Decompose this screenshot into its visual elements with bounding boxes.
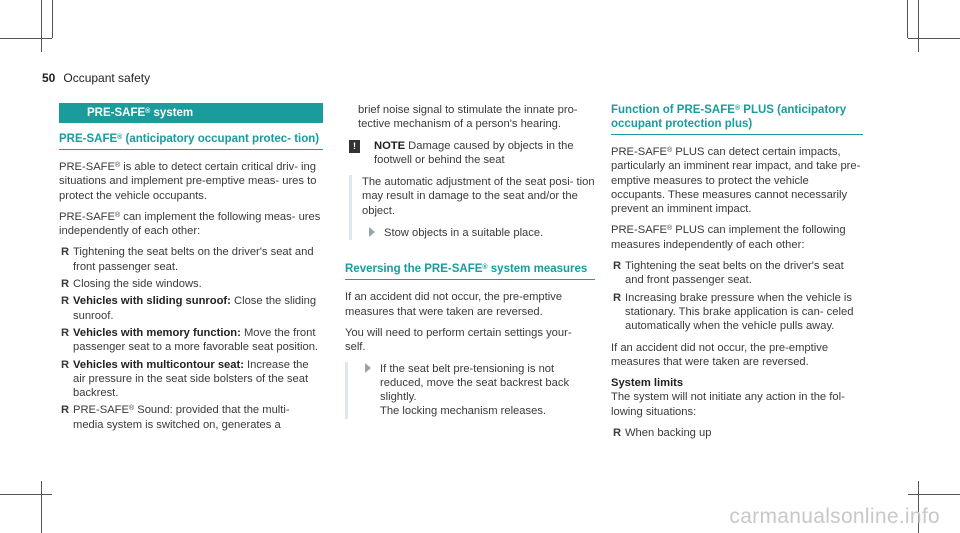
- list-item: R Vehicles with sliding sunroof: Close the sliding sunroof.: [61, 295, 317, 322]
- arrow-right-icon: [365, 363, 371, 373]
- paragraph: If an accident did not occur, the pre-emptive measures that were taken are reversed.: [345, 291, 563, 318]
- note-body: The automatic adjustment of the seat posi- tion may result in damage to the seat and/or the object. Stow objects in a suitable place.: [349, 175, 595, 240]
- section-title: Occupant safety: [63, 71, 151, 85]
- list-item: R Tightening the seat belts on the driver's seat and front passenger seat.: [613, 260, 844, 287]
- note-header: [345, 139, 595, 168]
- measure-list: [611, 259, 863, 333]
- bullet-icon: R: [61, 404, 70, 417]
- paragraph: PRE-SAFE® is able to detect certain critical driv- ing situations and implement pre-emptive meas- ures to protect the vehicle occupants.: [59, 161, 317, 202]
- column-1: [59, 103, 323, 439]
- paragraph: The system will not initiate any action in the fol- lowing situations:: [611, 391, 845, 418]
- step-result: The locking mechanism releases.: [380, 405, 547, 418]
- bullet-icon: R: [61, 295, 70, 308]
- step-box: [345, 362, 595, 419]
- list-item: R Vehicles with multicontour seat: Increase the air pressure in the seat side bolsters of the seat backrest.: [61, 358, 309, 400]
- paragraph: PRE-SAFE® can implement the following meas- ures independently of each other:: [59, 210, 321, 238]
- measure-list: [59, 245, 323, 432]
- page-header: [42, 71, 150, 85]
- list-item: R Closing the side windows.: [61, 278, 202, 291]
- bullet-icon: R: [61, 246, 70, 259]
- note-box: [345, 139, 595, 241]
- bullet-icon: R: [61, 278, 70, 291]
- crop-mark: [908, 494, 960, 495]
- paragraph: You will need to perform certain settings your- self.: [345, 326, 572, 354]
- section-bar: PRE-SAFE® system: [59, 103, 323, 123]
- crop-mark: [0, 494, 52, 495]
- bullet-icon: R: [613, 291, 622, 304]
- paragraph: If an accident did not occur, the pre-emptive measures that were taken are reversed.: [611, 341, 829, 368]
- list-item: R Tightening the seat belts on the driver's seat and front passenger seat.: [61, 246, 314, 273]
- list-item: R When backing up: [613, 427, 712, 440]
- section-heading: PRE-SAFE® (anticipatory occupant protec- tion): [59, 132, 323, 150]
- paragraph: PRE-SAFE® PLUS can detect certain impacts, particularly an imminent rear impact, and take pre-emptive measures to protect the vehicle occupants. These measures cannot necessarily prevent an imminent impact.: [611, 146, 861, 216]
- column-3: [611, 103, 863, 447]
- crop-mark: [41, 0, 42, 52]
- step: If the seat belt pre-tensioning is not reduced, move the seat backrest back slightly. The locking mechanism releases.: [358, 362, 595, 419]
- arrow-right-icon: [369, 227, 375, 237]
- bullet-icon: R: [61, 358, 70, 371]
- list-item: R Vehicles with memory function: Move the front passenger seat to a more favorable seat position.: [61, 326, 319, 354]
- note-label: NOTE: [374, 139, 406, 152]
- note-step: Stow objects in a suitable place.: [362, 226, 595, 240]
- crop-mark: [918, 0, 919, 52]
- note-title: Damage caused by objects in the footwell or behind the seat: [374, 139, 574, 166]
- bullet-icon: R: [613, 427, 622, 440]
- bullet-icon: R: [613, 260, 622, 273]
- list-item: R Increasing brake pressure when the vehicle is stationary. This brake application is can- celed automatically when the vehicle pulls away.: [613, 291, 854, 333]
- warning-icon: !: [349, 140, 360, 153]
- crop-mark: [0, 38, 52, 39]
- section-heading: Reversing the PRE-SAFE® system measures: [345, 262, 595, 280]
- crop-mark: [907, 0, 908, 38]
- crop-mark: [908, 38, 960, 39]
- watermark: carmanualsonline.info: [729, 505, 940, 528]
- paragraph: brief noise signal to stimulate the innate pro- tective mechanism of a person's hearing.: [358, 104, 578, 131]
- subheading: System limits: [611, 377, 684, 390]
- bullet-icon: R: [61, 326, 70, 339]
- crop-mark: [41, 481, 42, 533]
- column-2: [345, 103, 595, 419]
- paragraph: PRE-SAFE® PLUS can implement the following measures independently of each other:: [611, 224, 846, 251]
- list-item: R PRE-SAFE® Sound: provided that the multi- media system is switched on, generates a: [61, 404, 290, 431]
- page-number: 50: [42, 71, 56, 85]
- section-heading: Function of PRE-SAFE® PLUS (anticipatory occupant protection plus): [611, 103, 863, 135]
- limits-list: [611, 426, 863, 440]
- crop-mark: [52, 0, 53, 38]
